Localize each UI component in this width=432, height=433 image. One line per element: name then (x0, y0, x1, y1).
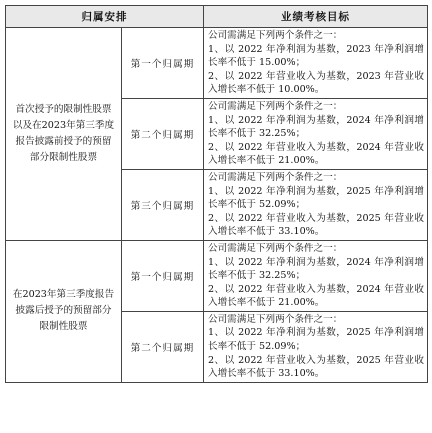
vesting-period-label: 第二个归属期 (122, 311, 204, 382)
target-line: 公司需满足下列两个条件之一： (208, 242, 343, 254)
grant-group-label: 首次授予的限制性股票以及在2023年第三季度报告披露前授予的预留部分限制性股票 (6, 28, 122, 241)
target-line: 公司需满足下列两个条件之一： (208, 100, 343, 112)
table-header-row (6, 6, 428, 28)
target-line: 2、以 2022 年营业收入为基数，2024 年营业收入增长率不低于 21.00%。 (208, 283, 424, 309)
target-line: 1、以 2022 年净利润为基数，2023 年净利润增长率不低于 15.00%； (208, 43, 424, 69)
header-vesting-arrangement: 归属安排 (6, 6, 204, 28)
target-line: 1、以 2022 年净利润为基数，2025 年净利润增长率不低于 52.09%； (208, 185, 424, 211)
performance-target-cell (204, 28, 428, 99)
target-line: 1、以 2022 年净利润为基数，2025 年净利润增长率不低于 52.09%； (208, 327, 424, 353)
performance-target-cell (204, 98, 428, 169)
vesting-period-label: 第一个归属期 (122, 28, 204, 99)
target-line: 2、以 2022 年营业收入为基数，2024 年营业收入增长率不低于 21.00%。 (208, 141, 424, 167)
vesting-period-label: 第一个归属期 (122, 240, 204, 311)
target-line: 公司需满足下列两个条件之一： (208, 30, 343, 41)
grant-group-label: 在2023年第三季度报告披露后授予的预留部分限制性股票 (6, 240, 122, 382)
target-line: 2、以 2022 年营业收入为基数，2025 年营业收入增长率不低于 33.10%。 (208, 212, 424, 238)
performance-target-cell (204, 169, 428, 240)
header-performance-target: 业绩考核目标 (204, 6, 428, 28)
vesting-period-label: 第二个归属期 (122, 98, 204, 169)
vesting-period-label: 第三个归属期 (122, 169, 204, 240)
performance-target-cell (204, 311, 428, 382)
target-line: 1、以 2022 年净利润为基数，2024 年净利润增长率不低于 32.25%； (208, 114, 424, 140)
target-line: 2、以 2022 年营业收入为基数，2025 年营业收入增长率不低于 33.10%。 (208, 354, 424, 380)
performance-target-table (5, 5, 428, 383)
table-row (6, 28, 428, 99)
target-line: 公司需满足下列两个条件之一： (208, 171, 343, 183)
performance-target-cell (204, 240, 428, 311)
target-line: 1、以 2022 年净利润为基数，2024 年净利润增长率不低于 32.25%； (208, 256, 424, 282)
table-row (6, 240, 428, 311)
target-line: 公司需满足下列两个条件之一： (208, 313, 343, 325)
target-line: 2、以 2022 年营业收入为基数，2023 年营业收入增长率不低于 10.00%。 (208, 70, 424, 96)
